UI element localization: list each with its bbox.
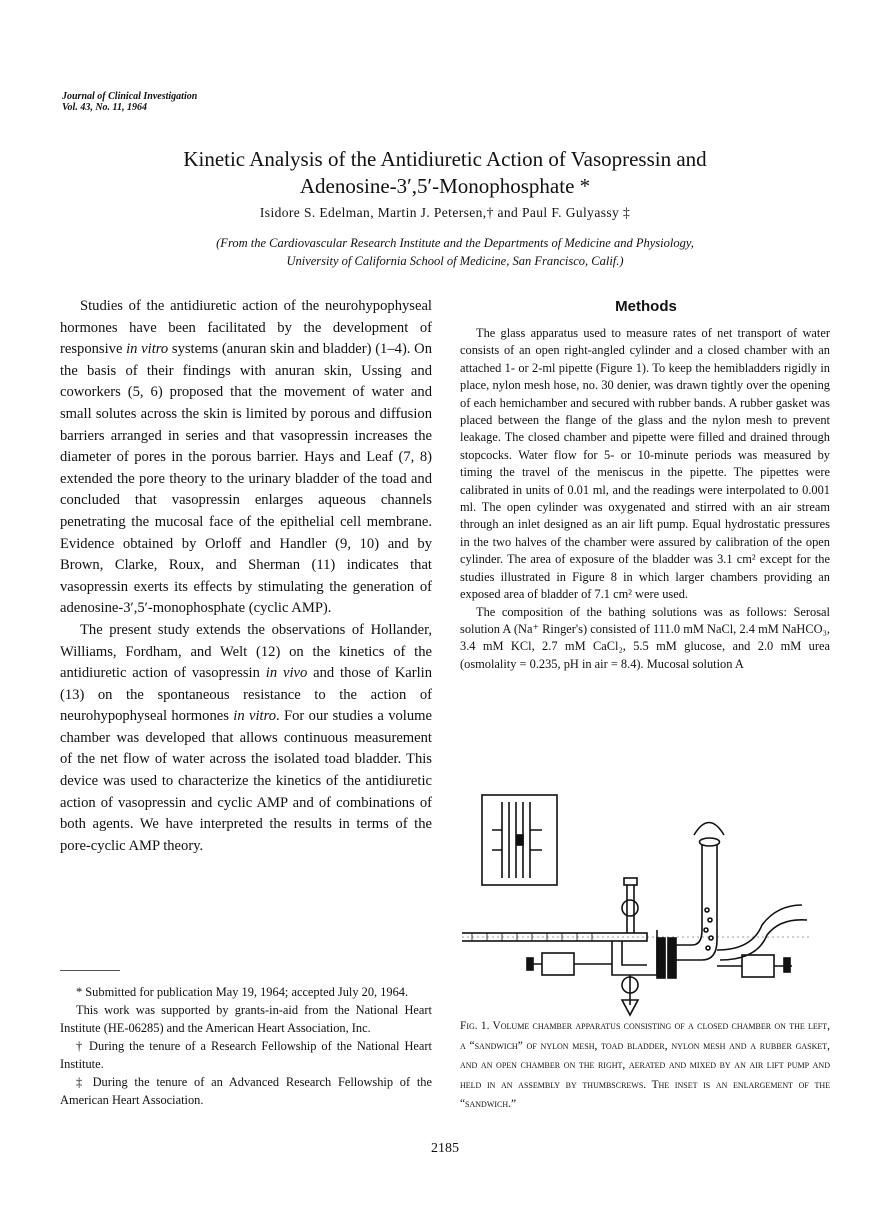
intro-italic: in vitro	[126, 341, 169, 358]
open-chamber-icon	[676, 823, 724, 961]
footnote-submission: * Submitted for publication May 19, 1964; accepted July 20, 1964.	[76, 985, 409, 999]
methods-heading: Methods	[615, 298, 677, 315]
figure-1-caption: Fig. 1. Volume chamber apparatus consisting of a closed chamber on the left, a “sandwich” of nylon mesh, toad bladder, nylon mesh and a rubber gasket, and an open chamber on the right, aerated and mixed by an air lift pump and held in an assembly by thumbscrews. The inset is an enlargement of the “sandwich.”	[460, 1020, 830, 1111]
intro-text: . For our studies a volume chamber was developed that allows continuous measurement of the net flow of water across the isolated toad bladder. This device was used to characterize the kinetics of the antidiuretic action of vasopressin and cyclic AMP and of combinations of both agents. We have interpreted the results in terms of the pore-cyclic AMP theory.	[60, 708, 432, 854]
title-line-1: Kinetic Analysis of the Antidiuretic Action of Vasopressin and	[183, 147, 707, 171]
intro-italic: in vivo	[265, 665, 308, 682]
methods-paragraph-2: The composition of the bathing solutions was as follows: Serosal solution A (Na⁺ Ringer's) consisted of 111.0 mM NaCl, 2.4 mM NaHCO₃, 3.4 mM KCl, 2.7 mM CaCl₂, 5.5 mM glucose, and 2.0 mM urea (osmolality = 0.235, pH in air = 8.4). Mucosal solution A	[460, 604, 830, 671]
article-title	[60, 146, 830, 200]
stopcock-top-icon	[622, 878, 638, 933]
methods-column	[460, 325, 830, 673]
journal-header	[62, 91, 197, 113]
footnote-divider	[60, 970, 120, 971]
footnote-dagger: † During the tenure of a Research Fellowship of the National Heart Institute.	[60, 1039, 432, 1071]
affiliation-line-1: (From the Cardiovascular Research Institute and the Departments of Medicine and Physiology,	[216, 236, 694, 250]
methods-paragraph-1: The glass apparatus used to measure rates of net transport of water consists of an open right-angled cylinder and a closed chamber with an attached 1- or 2-ml pipette (Figure 1). To keep the hemibladders rigidly in place, nylon mesh hose, no. 30 denier, was drawn tightly over the opening of each hemichamber and secured with rubber bands. A rubber gasket was placed between the flange of the glass and the nylon mesh to prevent leakage. The closed chamber and pipette were filled and drained through stopcocks. Water flow for 5- or 10-minute periods was measured by timing the travel of the meniscus in the pipette. The pipettes were calibrated in units of 0.01 ml, and the readings were interpolated to 0.001 ml. The open cylinder was oxygenated and stirred with an air stream through an inlet designed as an air lift pump. Equal hydrostatic pressures in the two halves of the chamber were assured by calibration of the open cylinder. The area of exposure of the bladder was 3.1 cm² except for the studies illustrated in Figure 8 in which larger chambers providing an exposed area of bladder of 7.1 cm² were used.	[460, 326, 830, 602]
inset-sandwich-icon	[492, 802, 542, 878]
air-lift-pump-icon	[717, 905, 807, 960]
title-line-2: Adenosine-3′,5′-Monophosphate *	[299, 174, 591, 198]
intro-paragraph-1	[60, 296, 432, 620]
figure-1-apparatus-diagram	[462, 790, 832, 1020]
affiliation	[90, 234, 820, 270]
author-list: Isidore S. Edelman, Martin J. Petersen,† and Paul F. Gulyassy ‡	[259, 205, 631, 220]
intro-text: and those of Karlin (13) on the spontaneous resistance to the action of neurohypophyseal hormones	[60, 665, 432, 725]
footnotes	[60, 983, 432, 1109]
closed-chamber-icon	[462, 930, 657, 975]
intro-text: Studies of the antidiuretic action of the neurohypophyseal hormones have been facilitated by the development of responsive	[60, 298, 432, 358]
journal-volume: Vol. 43, No. 11, 1964	[62, 102, 148, 113]
stopcock-bottom-icon	[622, 975, 638, 1015]
journal-name: Journal of Clinical Investigation	[62, 91, 198, 102]
pipette	[462, 933, 647, 941]
footnote-support: This work was supported by grants-in-aid from the National Heart Institute (HE-06285) and the American Heart Association, Inc.	[60, 1003, 432, 1035]
thumbscrew-left	[542, 953, 574, 975]
intro-italic: in vitro	[233, 708, 277, 725]
intro-text: systems (anuran skin and bladder) (1–4). On the basis of their findings with anuran skin, Ussing and coworkers (5, 6) proposed that the movement of water and small solutes across the skin is limited by porous and diffusion barriers arranged in series and that vasopressin increases the diameter of pores in the porous barrier. Hays and Leaf (7, 8) extended the pore theory to the urinary bladder of the toad and concluded that vasopressin enlarges aqueous channels penetrating the mucosal face of the epithelial cell membrane. Evidence obtained by Orloff and Handler (9, 10) and by Brown, Clarke, Roux, and Sherman (11) indicates that vasopressin exerts its effects by stimulating the generation of adenosine-3′,5′-monophosphate (cyclic AMP).	[60, 341, 432, 617]
bladder-sandwich-icon	[657, 938, 676, 978]
intro-text: The present study extends the observations of Hollander, Williams, Fordham, and Welt (12) on the kinetics of the antidiuretic action of vasopressin	[60, 621, 432, 682]
page-number: 2185	[431, 1141, 459, 1156]
affiliation-line-2: University of California School of Medicine, San Francisco, Calif.)	[286, 254, 624, 268]
footnote-double-dagger: ‡ During the tenure of an Advanced Research Fellowship of the American Heart Association.	[60, 1075, 432, 1107]
intro-paragraph-2	[60, 620, 432, 858]
introduction-column	[60, 296, 432, 857]
thumbscrew-right-icon	[717, 955, 792, 977]
